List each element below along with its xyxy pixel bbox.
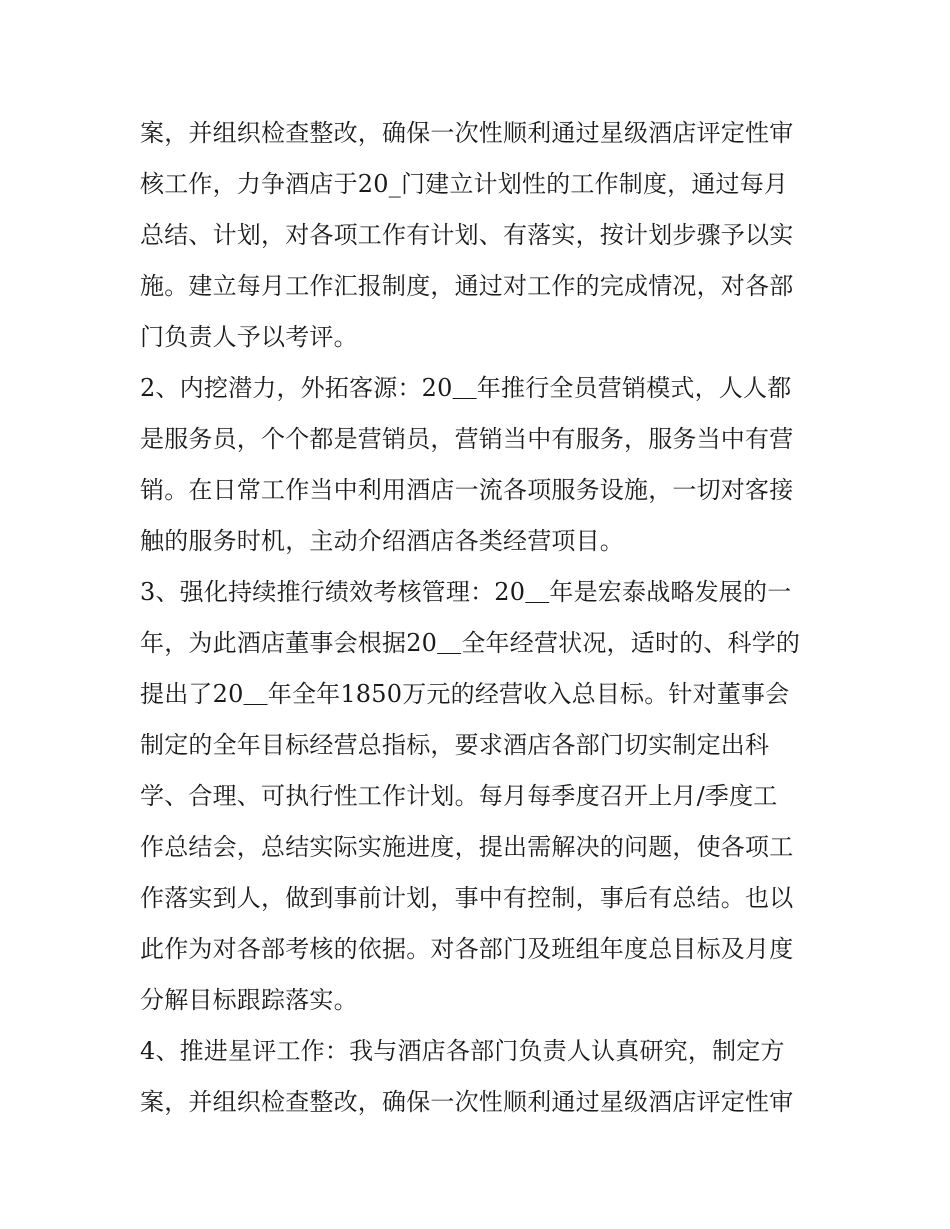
text-line: 销。在日常工作当中利用酒店一流各项服务设施，一切对客接: [140, 476, 794, 504]
text-line: 分解目标跟踪落实。: [140, 986, 358, 1014]
text-line: 是服务员，个个都是营销员，营销当中有服务，服务当中有营: [140, 425, 794, 453]
document-body: [140, 108, 815, 1128]
text-line: 作落实到人，做到事前计划，事中有控制，事后有总结。也以: [140, 884, 794, 912]
paragraph-star-rating-continued: [140, 108, 815, 363]
paragraph-performance-management: [140, 567, 815, 1026]
text-line: 2、内挖潜力，外拓客源：20＿年推行全员营销模式，人人都: [140, 374, 792, 402]
paragraph-marketing: [140, 363, 815, 567]
text-line: 3、强化持续推行绩效考核管理：20＿年是宏泰战略发展的一: [140, 578, 792, 606]
text-line: 4、推进星评工作：我与酒店各部门负责人认真研究，制定方: [140, 1037, 785, 1065]
text-line: 学、合理、可执行性工作计划。每月每季度召开上月/季度工: [140, 782, 778, 810]
text-line: 案，并组织检查整改，确保一次性顺利通过星级酒店评定性审: [140, 1088, 794, 1116]
text-line: 提出了20＿年全年1850万元的经营收入总目标。针对董事会: [140, 680, 790, 708]
text-line: 核工作，力争酒店于20_门建立计划性的工作制度，通过每月: [140, 170, 789, 198]
paragraph-star-rating: [140, 1026, 815, 1128]
text-line: 触的服务时机，主动介绍酒店各类经营项目。: [140, 527, 624, 555]
text-line: 作总结会，总结实际实施进度，提出需解决的问题，使各项工: [140, 833, 794, 861]
text-line: 年，为此酒店董事会根据20＿全年经营状况，适时的、科学的: [140, 629, 801, 657]
text-line: 案，并组织检查整改，确保一次性顺利通过星级酒店评定性审: [140, 119, 794, 147]
text-line: 制定的全年目标经营总指标，要求酒店各部门切实制定出科: [140, 731, 770, 759]
text-line: 门负责人予以考评。: [140, 323, 358, 351]
text-line: 总结、计划，对各项工作有计划、有落实，按计划步骤予以实: [140, 221, 794, 249]
text-line: 此作为对各部考核的依据。对各部门及班组年度总目标及月度: [140, 935, 794, 963]
text-line: 施。建立每月工作汇报制度，通过对工作的完成情况，对各部: [140, 272, 794, 300]
